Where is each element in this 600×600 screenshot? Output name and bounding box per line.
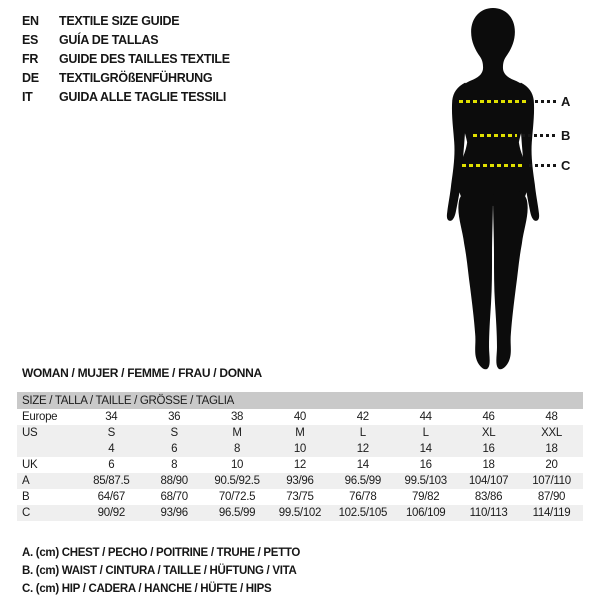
cell: 96.5/99: [206, 505, 269, 521]
cell: 90.5/92.5: [206, 473, 269, 489]
silhouette-leg-right: [493, 190, 528, 369]
row-label: B: [22, 491, 30, 503]
cell: 44: [419, 411, 432, 423]
measurement-legend: [22, 544, 300, 598]
cell: 36: [168, 411, 181, 423]
waist-measure-line-inner: [473, 134, 517, 137]
guide-title: GUÍA DE TALLAS: [59, 33, 159, 47]
cell: 93/96: [269, 473, 332, 489]
cell: 18: [520, 441, 583, 457]
cell: L: [331, 425, 394, 441]
cell: 99.5/102: [269, 505, 332, 521]
cell: 8: [171, 459, 178, 471]
cell: 6: [143, 441, 206, 457]
cell: 87/90: [537, 491, 566, 503]
cell: 99.5/103: [394, 473, 457, 489]
table-row-hip-c: [17, 505, 583, 521]
cell: 48: [545, 411, 558, 423]
row-label: [17, 441, 80, 457]
hip-measure-line-inner: [462, 164, 525, 167]
cell: 18: [482, 459, 495, 471]
cell: 34: [105, 411, 118, 423]
cell: 16: [457, 441, 520, 457]
cell: S: [143, 425, 206, 441]
cell: XL: [457, 425, 520, 441]
silhouette-leg-left: [458, 190, 493, 369]
measure-label-b: B: [561, 128, 571, 143]
cell: 64/67: [97, 491, 125, 503]
cell: 20: [545, 459, 558, 471]
table-row-chest-a: [17, 473, 583, 489]
cell: 88/90: [143, 473, 206, 489]
table-row-us-letter: [17, 425, 583, 441]
cell: 76/78: [349, 491, 377, 503]
cell: 10: [230, 459, 244, 471]
language-code: IT: [22, 90, 33, 104]
cell: L: [394, 425, 457, 441]
language-row-es: [22, 31, 230, 50]
cell: 16: [419, 459, 432, 471]
cell: 102.5/105: [331, 505, 394, 521]
cell: 93/96: [143, 505, 206, 521]
language-guide: [22, 12, 230, 107]
row-label: A: [17, 473, 80, 489]
cell: 38: [230, 411, 244, 423]
cell: 40: [293, 411, 307, 423]
legend-waist: B. (cm) WAIST / CINTURA / TAILLE / HÜFTUNG / VITA: [22, 565, 297, 577]
cell: XXL: [520, 425, 583, 441]
row-label: C: [17, 505, 80, 521]
cell: 68/70: [160, 491, 188, 503]
guide-title: GUIDA ALLE TAGLIE TESSILI: [59, 90, 227, 104]
measure-label-a: A: [561, 94, 571, 109]
size-table: [17, 392, 583, 521]
section-title-woman: WOMAN / MUJER / FEMME / FRAU / DONNA: [22, 366, 262, 380]
cell: 46: [482, 411, 495, 423]
cell: 14: [356, 459, 369, 471]
row-label: Europe: [22, 411, 58, 423]
cell: 4: [80, 441, 143, 457]
language-code: FR: [22, 52, 39, 66]
cell: 8: [206, 441, 269, 457]
cell: 85/87.5: [80, 473, 143, 489]
table-header-row: [17, 392, 583, 409]
cell: 114/119: [520, 505, 583, 521]
cell: S: [80, 425, 143, 441]
cell: 83/86: [474, 491, 503, 503]
chest-measure-line-inner: [459, 100, 529, 103]
guide-title: TEXTILGRÖßENFÜHRUNG: [59, 71, 213, 85]
language-row-de: [22, 69, 230, 88]
table-row-uk: [17, 457, 583, 473]
cell: 90/92: [80, 505, 143, 521]
cell: 106/109: [394, 505, 457, 521]
cell: 96.5/99: [331, 473, 394, 489]
cell: 79/82: [412, 491, 440, 503]
language-code: EN: [22, 14, 39, 28]
cell: 110/113: [457, 505, 520, 521]
cell: 104/107: [457, 473, 520, 489]
table-header: SIZE / TALLA / TAILLE / GRÖSSE / TAGLIA: [17, 392, 583, 409]
table-row-europe: [17, 409, 583, 425]
legend-chest: A. (cm) CHEST / PECHO / POITRINE / TRUHE / PETTO: [22, 547, 301, 559]
measure-label-c: C: [561, 158, 571, 173]
cell: 107/110: [520, 473, 583, 489]
waist-measure-line-outer: [522, 134, 557, 137]
cell: 73/75: [286, 491, 314, 503]
language-row-en: [22, 12, 230, 31]
table-row-waist-b: [17, 489, 583, 505]
chest-measure-line-outer: [535, 100, 557, 103]
row-label: UK: [22, 459, 38, 471]
cell: 12: [331, 441, 394, 457]
cell: M: [269, 425, 332, 441]
language-code: DE: [22, 71, 39, 85]
language-row-it: [22, 88, 230, 107]
language-code: ES: [22, 33, 39, 47]
woman-silhouette-icon: [435, 5, 555, 373]
cell: 10: [269, 441, 332, 457]
language-row-fr: [22, 50, 230, 69]
guide-title: GUIDE DES TAILLES TEXTILE: [59, 52, 230, 66]
row-label: US: [17, 425, 80, 441]
cell: 42: [356, 411, 369, 423]
cell: 12: [293, 459, 307, 471]
legend-hip: C. (cm) HIP / CADERA / HANCHE / HÜFTE / HIPS: [22, 583, 272, 595]
cell: M: [206, 425, 269, 441]
hip-measure-line-outer: [529, 164, 557, 167]
cell: 14: [394, 441, 457, 457]
woman-silhouette-svg: [435, 5, 555, 373]
table-row-us-numeric: [17, 441, 583, 457]
guide-title: TEXTILE SIZE GUIDE: [59, 14, 180, 28]
cell: 6: [108, 459, 115, 471]
cell: 70/72.5: [218, 491, 256, 503]
